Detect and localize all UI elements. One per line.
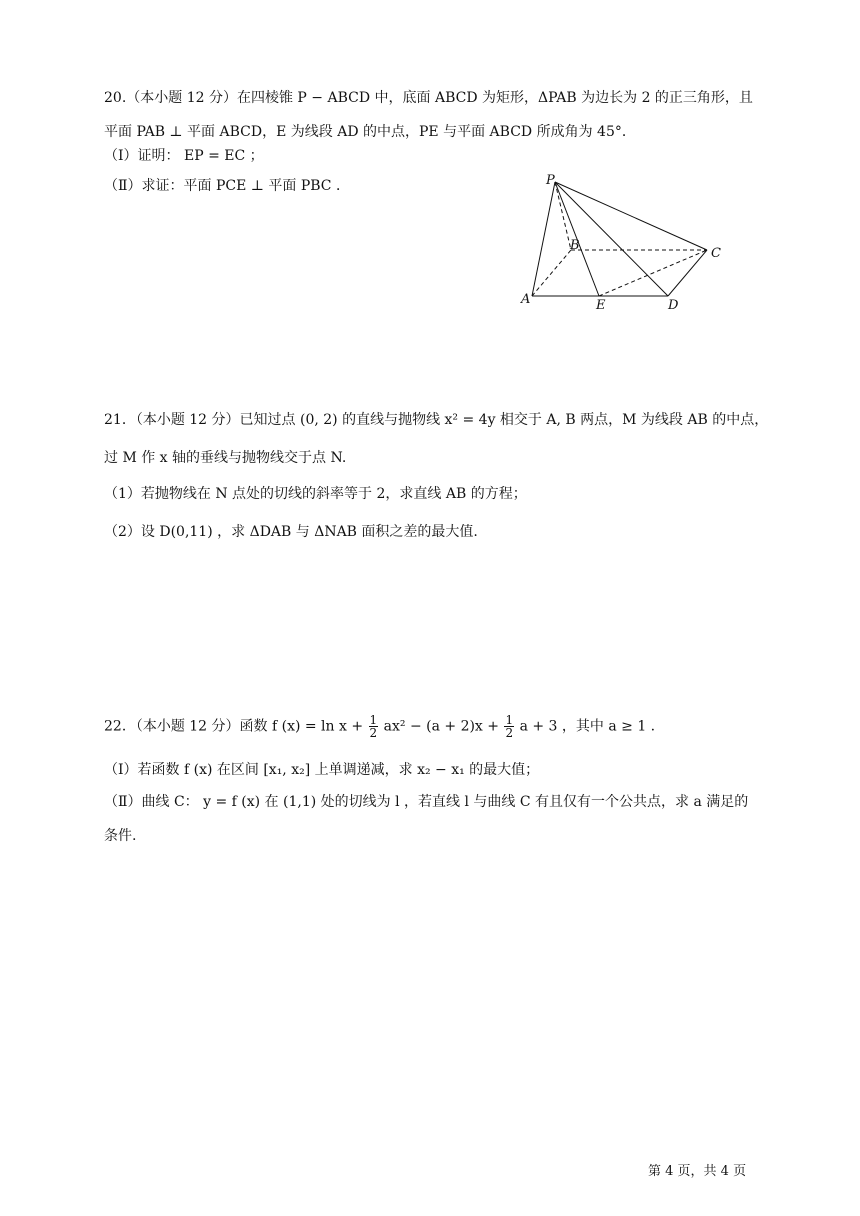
- q22-line1-a: 22．（本小题 12 分）函数 f (x) = ln x +: [104, 718, 364, 735]
- edge-PA: [532, 182, 555, 296]
- fraction-numerator: 1: [369, 713, 378, 727]
- q21-part1: （1）若抛物线在 N 点处的切线的斜率等于 2，求直线 AB 的方程；: [104, 486, 527, 502]
- edge-EC: [599, 250, 707, 296]
- q22-part3: 条件.: [104, 828, 137, 844]
- label-E: E: [596, 298, 606, 313]
- q21-line1: 21．（本小题 12 分）已知过点 (0, 2) 的直线与抛物线 x² = 4y 相交于 A, B 两点，M 为线段 AB 的中点，: [104, 412, 769, 428]
- fraction-denominator: 2: [369, 726, 378, 740]
- q20-line1: 20.（本小题 12 分）在四棱锥 P − ABCD 中，底面 ABCD 为矩形，ΔPAB 为边长为 2 的正三角形，且: [104, 90, 753, 106]
- q21-part2: （2）设 D(0,11) ，求 ΔDAB 与 ΔNAB 面积之差的最大值.: [104, 524, 478, 540]
- q22-part1: （Ⅰ）若函数 f (x) 在区间 [x₁, x₂] 上单调递减，求 x₂ − x₁ 的最大值；: [104, 762, 540, 778]
- q20-part2: （Ⅱ）求证：平面 PCE ⊥ 平面 PBC ．: [104, 178, 350, 194]
- q22-line1-b: ax² − (a + 2)x +: [383, 718, 500, 735]
- label-A: A: [521, 292, 531, 307]
- edge-DC: [668, 250, 707, 296]
- label-B: B: [570, 238, 580, 253]
- fraction-numerator-2: 1: [505, 713, 514, 727]
- q20-line2: 平面 PAB ⊥ 平面 ABCD，E 为线段 AD 的中点，PE 与平面 ABCD 所成角为 45°．: [104, 124, 636, 140]
- q20-part1: （Ⅰ）证明： EP = EC ；: [104, 148, 264, 164]
- label-C: C: [711, 246, 721, 261]
- one-half-fraction: [369, 714, 379, 739]
- q21-line2: 过 M 作 x 轴的垂线与抛物线交于点 N.: [104, 450, 347, 466]
- page-footer: 第 4 页，共 4 页: [648, 1164, 747, 1179]
- label-P: P: [546, 173, 555, 188]
- q22-line1: [104, 714, 655, 739]
- q22-line1-c: a + 3 ，其中 a ≥ 1 .: [519, 718, 656, 735]
- fraction-denominator-2: 2: [505, 726, 514, 740]
- edge-AB: [532, 250, 571, 296]
- pyramid-figure: [515, 170, 730, 315]
- q22-part2: （Ⅱ）曲线 C： y = f (x) 在 (1,1) 处的切线为 l ，若直线 l 与曲线 C 有且仅有一个公共点，求 a 满足的: [104, 794, 749, 810]
- one-half-fraction-2: [504, 714, 514, 739]
- label-D: D: [668, 298, 679, 313]
